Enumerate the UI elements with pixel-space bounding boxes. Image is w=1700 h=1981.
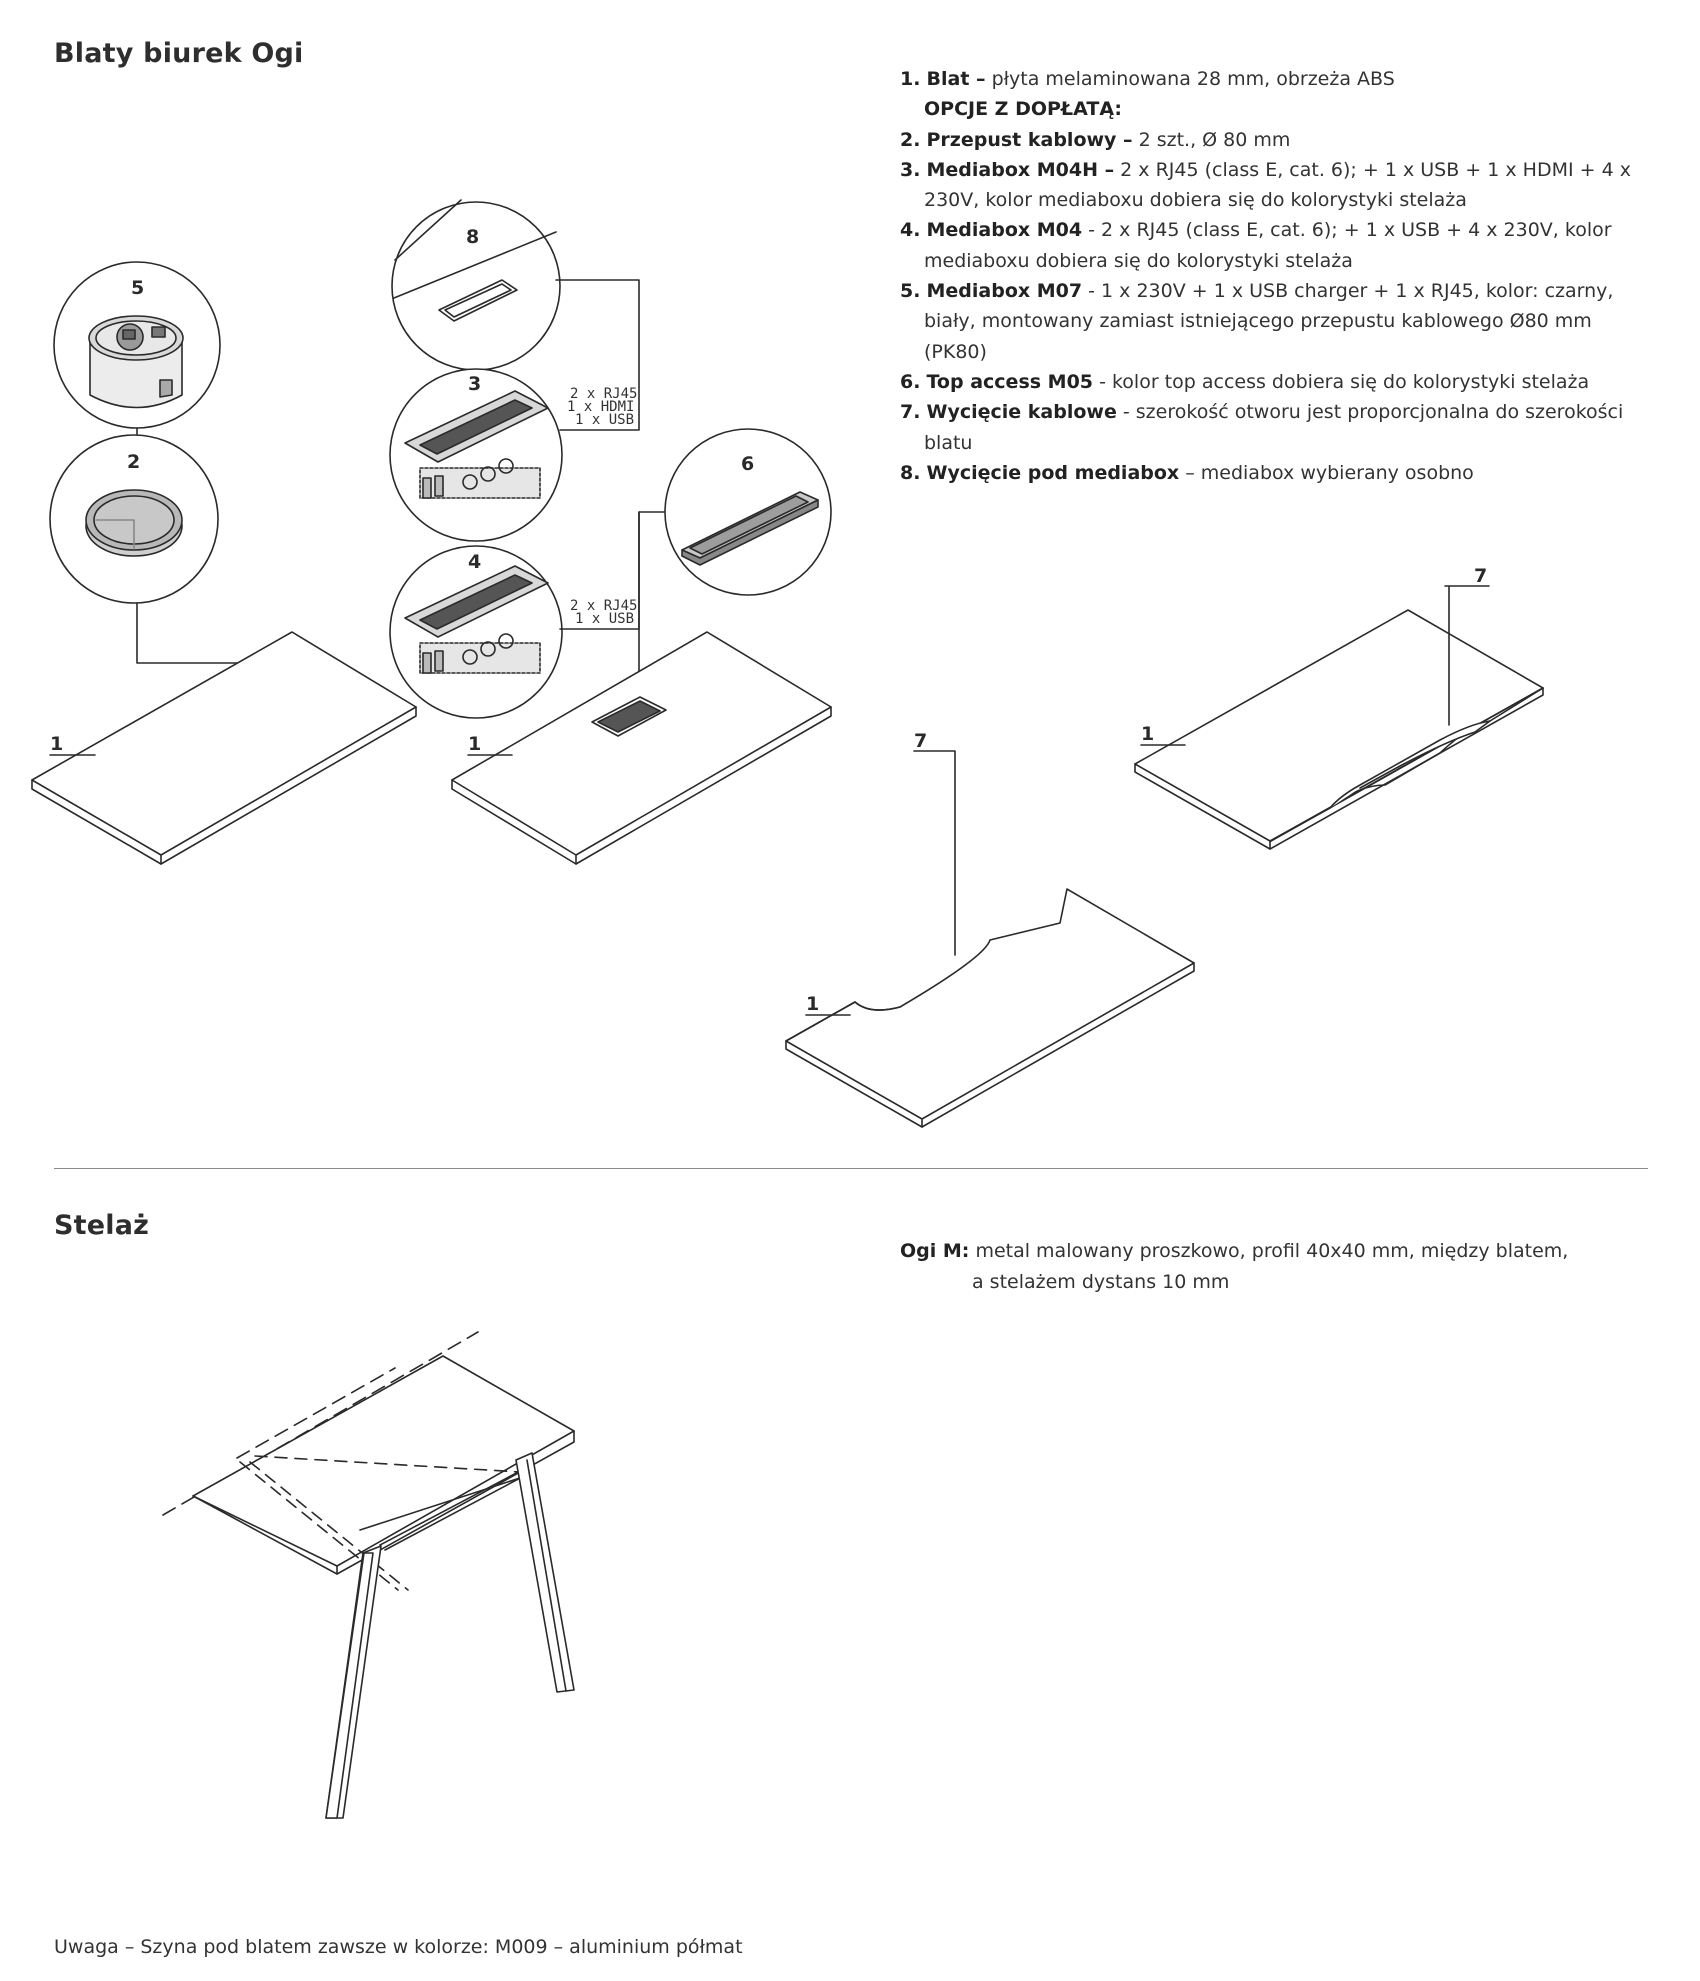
desk-top-3: [786, 730, 1194, 1127]
desk-top-1: [32, 632, 416, 864]
spec-item-2: 2. Przepust kablowy – 2 szt., Ø 80 mm: [900, 128, 1291, 151]
callout-1-c: 1: [806, 993, 820, 1015]
detail-circle-4: [390, 546, 562, 718]
spec-item-3: 3. Mediabox M04H – 2 x RJ45 (class E, cat. 6); + 1 x USB + 1 x HDMI + 4 x: [900, 158, 1631, 181]
callout-6: 6: [741, 453, 755, 475]
callout-2: 2: [127, 451, 141, 473]
spec-item-1: 1. Blat – płyta melaminowana 28 mm, obrzeża ABS: [900, 68, 1395, 90]
detail-circle-8: [392, 200, 560, 370]
callout-7-a: 7: [914, 730, 928, 752]
spec-item-3-cont: 230V, kolor mediaboxu dobiera się do kolorystyki stelaża: [924, 189, 1467, 212]
callout-1-a: 1: [50, 733, 64, 755]
m04-port-1: 2 x RJ45: [570, 598, 638, 614]
callout-4: 4: [468, 551, 482, 573]
section-title-frame: Stelaż: [54, 1210, 150, 1241]
spec-item-7: 7. Wycięcie kablowe - szerokość otworu jest proporcjonalna do szerokości: [900, 401, 1624, 424]
spec-options-header: OPCJE Z DOPŁATĄ:: [924, 98, 1122, 121]
callout-8: 8: [466, 226, 480, 248]
callout-1-b: 1: [468, 733, 482, 755]
frame-spec: Ogi M: metal malowany proszkowo, profil 40x40 mm, między blatem, a stelażem dystans 10 mm: [900, 1240, 1569, 1293]
spec-item-7-cont: blatu: [924, 431, 973, 454]
callout-1-d: 1: [1141, 723, 1155, 745]
m04-port-2: 1 x USB: [575, 611, 635, 627]
section-divider: [54, 1168, 1648, 1169]
spec-item-4: 4. Mediabox M04 - 2 x RJ45 (class E, cat. 6); + 1 x USB + 4 x 230V, kolor: [900, 219, 1612, 242]
section-title-desktops: Blaty biurek Ogi: [54, 38, 304, 69]
m04h-port-3: 1 x USB: [575, 412, 635, 428]
m04h-port-1: 2 x RJ45: [570, 386, 638, 402]
spec-item-5-cont2: (PK80): [924, 340, 987, 363]
detail-circle-5: [54, 262, 220, 428]
detail-circle-2: [50, 435, 218, 603]
callout-7-b: 7: [1474, 565, 1488, 587]
spec-item-5-cont: biały, montowany zamiast istniejącego przepustu kablowego Ø80 mm: [924, 310, 1592, 333]
note-text: Uwaga – Szyna pod blatem zawsze w kolorze: M009 – aluminium półmat: [54, 1936, 743, 1958]
callout-5: 5: [131, 277, 145, 299]
callout-3: 3: [468, 373, 482, 395]
m04h-port-2: 1 x HDMI: [567, 399, 635, 415]
detail-circle-3: [390, 369, 562, 541]
spec-item-4-cont: mediaboxu dobiera się do kolorystyki stelaża: [924, 249, 1353, 272]
detail-circle-6: [665, 429, 831, 595]
desk-top-4: [1135, 565, 1543, 849]
spec-item-6: 6. Top access M05 - kolor top access dobiera się do kolorystyki stelaża: [900, 370, 1590, 393]
frame-drawing: [163, 1332, 574, 1818]
spec-item-5: 5. Mediabox M07 - 1 x 230V + 1 x USB charger + 1 x RJ45, kolor: czarny,: [900, 280, 1614, 303]
spec-item-8: 8. Wycięcie pod mediabox – mediabox wybierany osobno: [900, 461, 1474, 484]
